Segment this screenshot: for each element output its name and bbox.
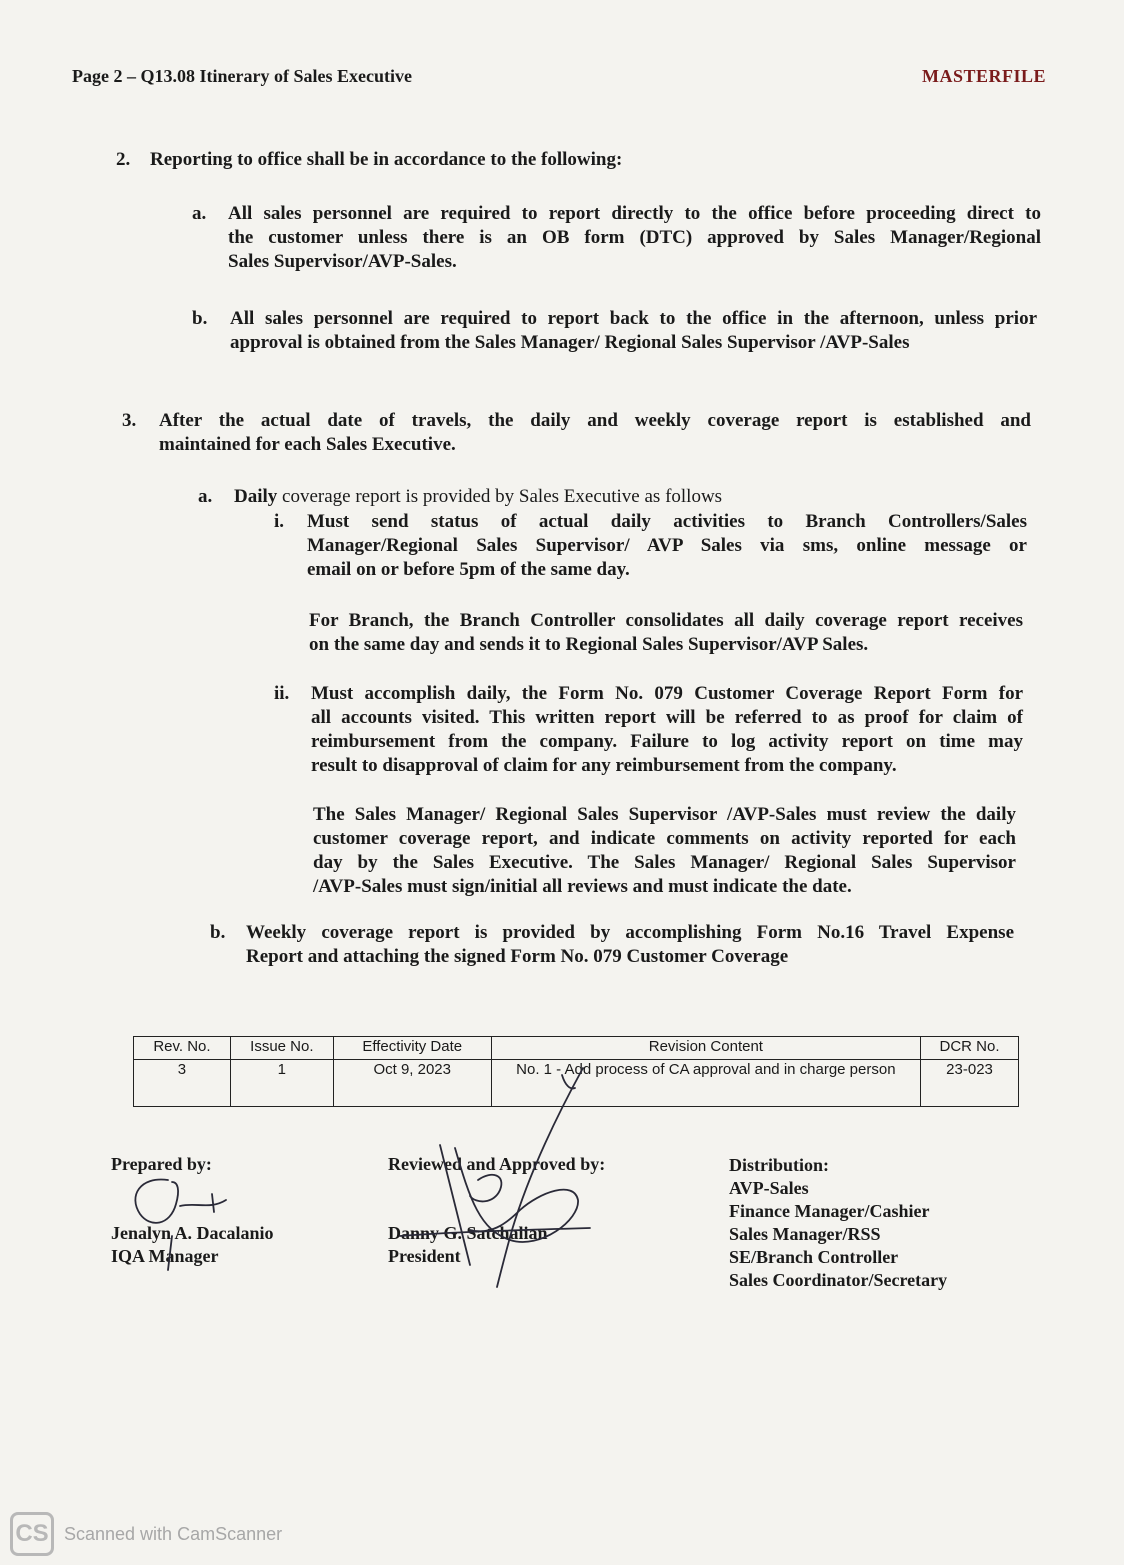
bold-term: Daily <box>234 486 278 507</box>
distribution-item: AVP-Sales <box>729 1178 809 1198</box>
camscanner-watermark <box>10 1512 282 1556</box>
page-header-label: Page 2 – Q13.08 Itinerary of Sales Executive <box>72 66 412 86</box>
item-label: a. <box>192 203 207 224</box>
distribution-item: SE/Branch Controller <box>729 1247 899 1267</box>
text-line: All sales personnel are required to report directly to the office before proceeding direct to <box>228 203 1041 224</box>
text-line: Manager/Regional Sales Supervisor/ AVP Sales via sms, online message or <box>307 535 1027 556</box>
section-number: 3. <box>122 410 137 431</box>
bold-term: daily, <box>466 683 511 704</box>
text-line: reimbursement from the company. Failure to log activity report on time may <box>311 731 1023 752</box>
reviewed-signature-stroke <box>497 1068 583 1287</box>
text-line: approval is obtained from the Sales Manager/ Regional Sales Supervisor /AVP-Sales <box>230 332 910 353</box>
text-line: /AVP-Sales must sign/initial all reviews and must indicate the date. <box>313 876 852 897</box>
col-header-issue-no: Issue No. <box>230 1037 333 1060</box>
masterfile-stamp: MASTERFILE <box>921 66 1046 86</box>
distribution-item: Finance Manager/Cashier <box>729 1201 930 1221</box>
camscanner-logo-icon: CS <box>10 1512 54 1556</box>
item-label: a. <box>198 486 213 507</box>
text-line: The Sales Manager/ Regional Sales Supervisor /AVP-Sales must review the daily <box>313 804 1016 825</box>
text-line: the customer unless there is an OB form (DTC) approved by Sales Manager/Regional <box>228 227 1041 248</box>
text-line: Report and attaching the signed Form No. 079 Customer Coverage <box>246 946 789 967</box>
reviewed-by-title: President <box>388 1246 461 1266</box>
cell-revision-content: No. 1 - Add process of CA approval and in charge person <box>491 1060 920 1107</box>
col-header-rev-no: Rev. No. <box>134 1037 231 1060</box>
watermark-text: Scanned with CamScanner <box>64 1523 283 1544</box>
prepared-signature-stroke <box>168 1236 172 1270</box>
reviewed-by-name: Danny G. Satchalian <box>388 1223 548 1243</box>
item-label: b. <box>210 922 226 943</box>
cell-issue-no: 1 <box>230 1060 333 1107</box>
section-number: 2. <box>116 149 131 170</box>
text-line: For Branch, the Branch Controller consolidates all daily coverage report receives <box>309 610 1023 631</box>
text-line: customer coverage report, and indicate comments on activity reported for each <box>313 828 1016 849</box>
prepared-by-title: IQA Manager <box>111 1246 219 1266</box>
cell-dcr-no: 23-023 <box>921 1060 1019 1107</box>
section-text: Reporting to office shall be in accordance to the following: <box>150 149 623 170</box>
bold-term: Weekly <box>246 922 307 943</box>
text-line: email on or before 5pm of the same day. <box>307 559 630 580</box>
prepared-by-name: Jenalyn A. Dacalanio <box>111 1223 274 1243</box>
prepared-signature-stroke <box>180 1194 226 1212</box>
reviewed-by-label: Reviewed and Approved by: <box>388 1154 606 1174</box>
distribution-item: Sales Manager/RSS <box>729 1224 881 1244</box>
text-run: coverage report is provided by accomplishing Form No.16 Travel Expense <box>306 922 1014 943</box>
subitem-label: i. <box>274 511 285 532</box>
prepared-by-label: Prepared by: <box>111 1154 212 1174</box>
distribution-item: Sales Coordinator/Secretary <box>729 1270 948 1290</box>
text-run: coverage report is provided by Sales Executive as follows <box>277 486 723 507</box>
col-header-effectivity-date: Effectivity Date <box>333 1037 491 1060</box>
text-line: After the actual date of travels, the daily and weekly coverage report is established and <box>159 410 1031 431</box>
text-line: All sales personnel are required to report back to the office in the afternoon, unless prior <box>230 308 1037 329</box>
distribution-label: Distribution: <box>729 1155 830 1175</box>
item-label: b. <box>192 308 208 329</box>
text-line: all accounts visited. This written report will be referred to as proof for claim of <box>311 707 1023 728</box>
subitem-label: ii. <box>274 683 290 704</box>
text-run: Must accomplish <box>311 683 467 704</box>
text-run: the Form No. 079 Customer Coverage Report Form for <box>510 683 1023 704</box>
col-header-revision-content: Revision Content <box>491 1037 920 1060</box>
reviewed-signature-stroke <box>455 1148 578 1242</box>
reviewed-signature-stroke <box>440 1145 470 1265</box>
prepared-signature-stroke <box>135 1179 178 1222</box>
cell-rev-no: 3 <box>134 1060 231 1107</box>
text-line: maintained for each Sales Executive. <box>159 434 456 455</box>
text-line: Sales Supervisor/AVP-Sales. <box>228 251 457 272</box>
reviewed-signature-stroke <box>470 1175 501 1202</box>
cell-effectivity-date: Oct 9, 2023 <box>333 1060 491 1107</box>
text-line: result to disapproval of claim for any reimbursement from the company. <box>311 755 897 776</box>
text-line: Must send status of actual daily activities to Branch Controllers/Sales <box>307 511 1027 532</box>
text-line: day by the Sales Executive. The Sales Manager/ Regional Sales Supervisor <box>313 852 1016 873</box>
text-line: on the same day and sends it to Regional Sales Supervisor/AVP Sales. <box>309 634 869 655</box>
col-header-dcr-no: DCR No. <box>921 1037 1019 1060</box>
